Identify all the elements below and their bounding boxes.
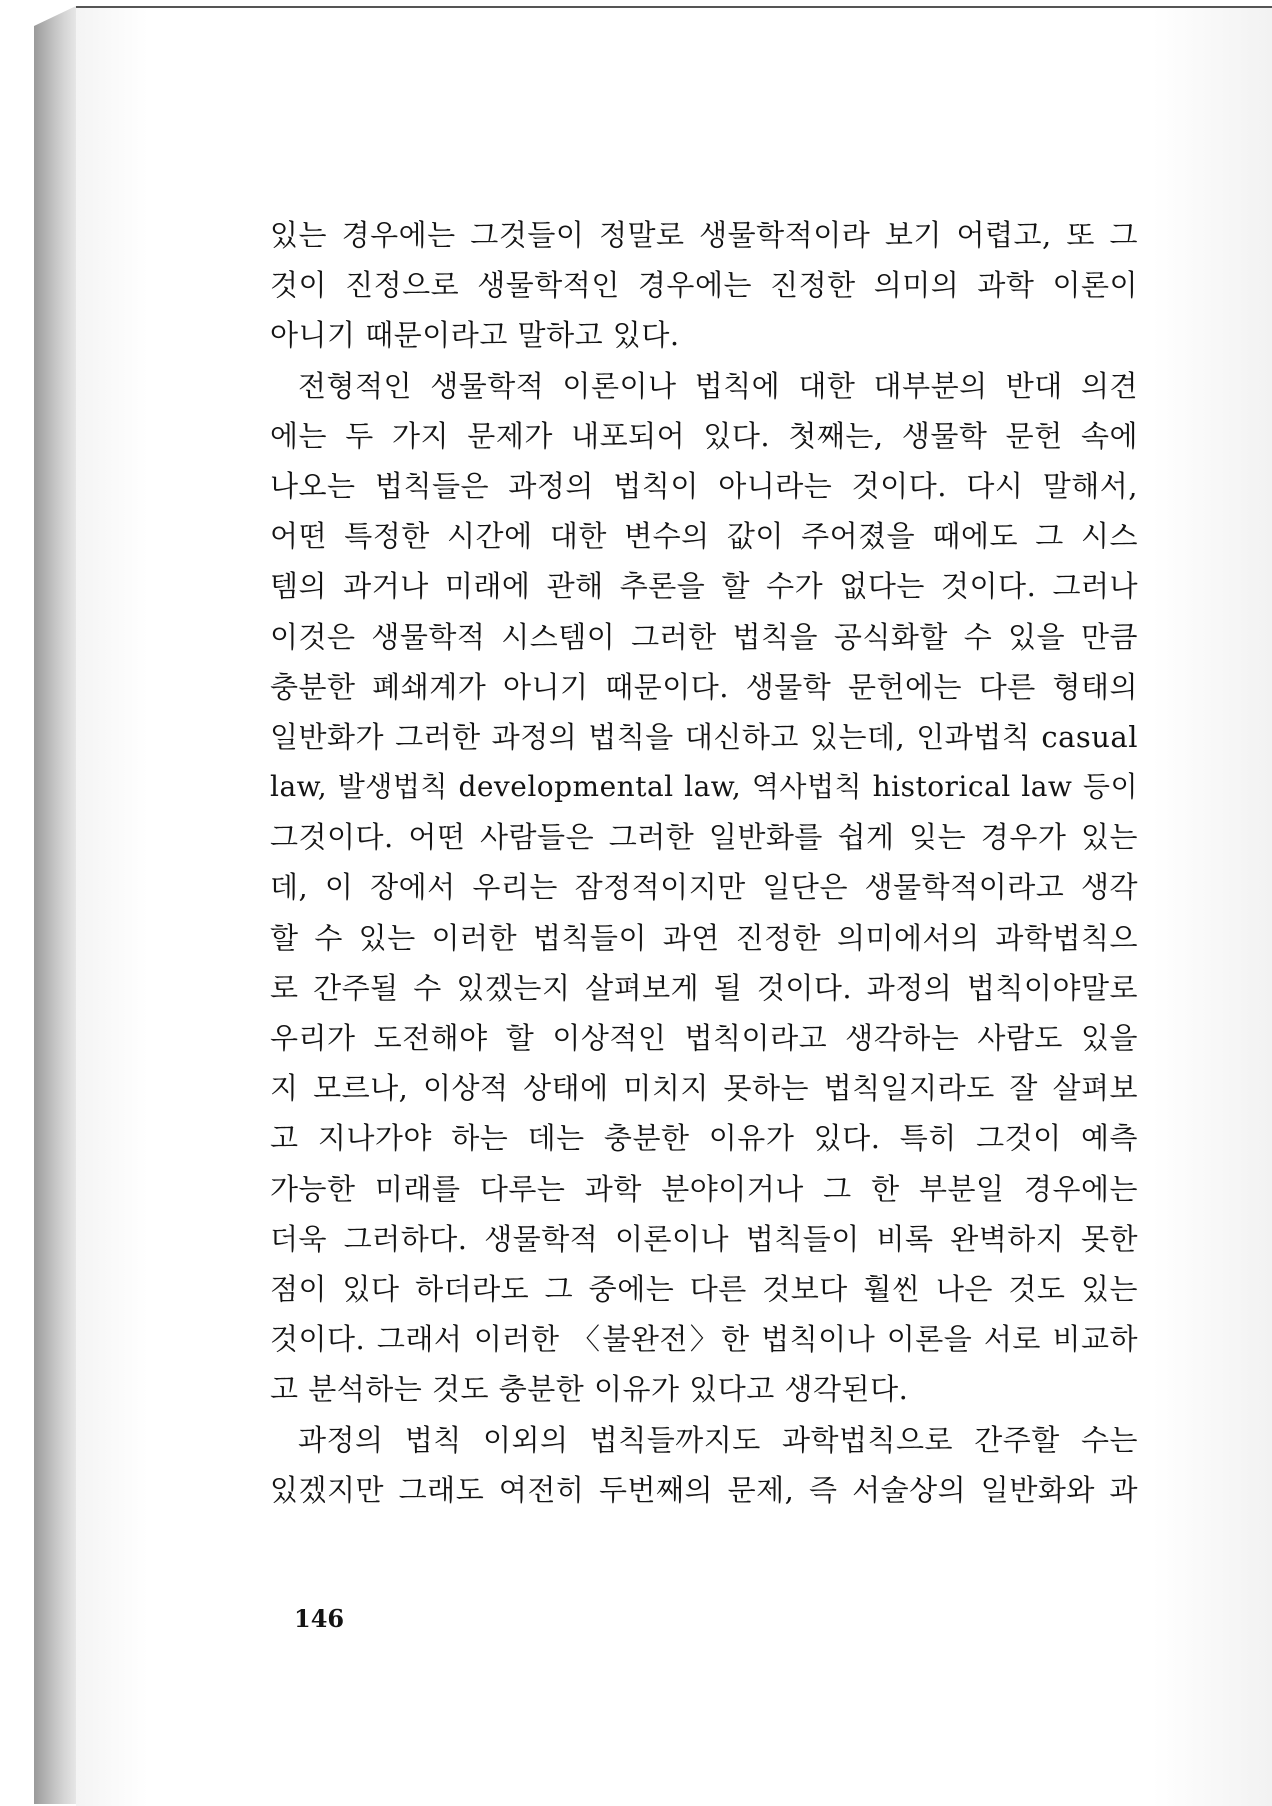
text-line: 것이 진정으로 생물학적인 경우에는 진정한 의미의 과학 이론이	[270, 268, 1138, 303]
text-line: 에는 두 가지 문제가 내포되어 있다. 첫째는, 생물학 문헌 속에	[270, 418, 1138, 453]
text-line: 어떤 특정한 시간에 대한 변수의 값이 주어졌을 때에도 그 시스	[270, 519, 1138, 554]
text-line: 우리가 도전해야 할 이상적인 법칙이라고 생각하는 사람도 있을	[270, 1021, 1138, 1055]
text-line: 이것은 생물학적 시스템이 그러한 법칙을 공식화할 수 있을 만큼	[270, 619, 1138, 654]
text-line: 것이다. 그래서 이러한 〈불완전〉한 법칙이나 이론을 서로 비교하	[270, 1322, 1138, 1357]
body-text	[270, 210, 1138, 1515]
text-line: 충분한 폐쇄계가 아니기 때문이다. 생물학 문헌에는 다른 형태의	[270, 669, 1138, 704]
text-line: 나오는 법칙들은 과정의 법칙이 아니라는 것이다. 다시 말해서,	[270, 468, 1138, 503]
text-line: 데, 이 장에서 우리는 잠정적이지만 일단은 생물학적이라고 생각	[270, 870, 1138, 905]
text-line: law, 발생법칙 developmental law, 역사법칙 historical law 등이	[270, 770, 1138, 804]
text-line: 일반화가 그러한 과정의 법칙을 대신하고 있는데, 인과법칙 casual	[270, 719, 1138, 754]
text-line: 고 분석하는 것도 충분한 이유가 있다고 생각된다.	[270, 1372, 909, 1407]
text-line: 지 모르나, 이상적 상태에 미치지 못하는 법칙일지라도 잘 살펴보	[270, 1071, 1138, 1106]
text-line: 더욱 그러하다. 생물학적 이론이나 법칙들이 비록 완벽하지 못한	[270, 1221, 1138, 1256]
page-number: 146	[294, 1604, 345, 1633]
text-line: 점이 있다 하더라도 그 중에는 다른 것보다 훨씬 나은 것도 있는	[270, 1271, 1138, 1306]
text-line: 템의 과거나 미래에 관해 추론을 할 수가 없다는 것이다. 그러나	[270, 569, 1138, 604]
text-line: 아니기 때문이라고 말하고 있다.	[270, 318, 680, 353]
text-line: 할 수 있는 이러한 법칙들이 과연 진정한 의미에서의 과학법칙으	[270, 920, 1138, 955]
text-line: 있겠지만 그래도 여전히 두번째의 문제, 즉 서술상의 일반화와 과	[270, 1472, 1138, 1507]
text-line: 가능한 미래를 다루는 과학 분야이거나 그 한 부분일 경우에는	[270, 1171, 1138, 1206]
text-line: 고 지나가야 하는 데는 충분한 이유가 있다. 특히 그것이 예측	[270, 1121, 1138, 1156]
text-line: 그것이다. 어떤 사람들은 그러한 일반화를 쉽게 잊는 경우가 있는	[270, 820, 1138, 855]
text-line: 전형적인 생물학적 이론이나 법칙에 대한 대부분의 반대 의견	[298, 368, 1138, 403]
text-line: 있는 경우에는 그것들이 정말로 생물학적이라 보기 어렵고, 또 그	[270, 218, 1138, 252]
book-spine	[34, 6, 76, 1804]
text-line: 로 간주될 수 있겠는지 살펴보게 될 것이다. 과정의 법칙이야말로	[270, 970, 1138, 1005]
text-line: 과정의 법칙 이외의 법칙들까지도 과학법칙으로 간주할 수는	[298, 1422, 1138, 1457]
